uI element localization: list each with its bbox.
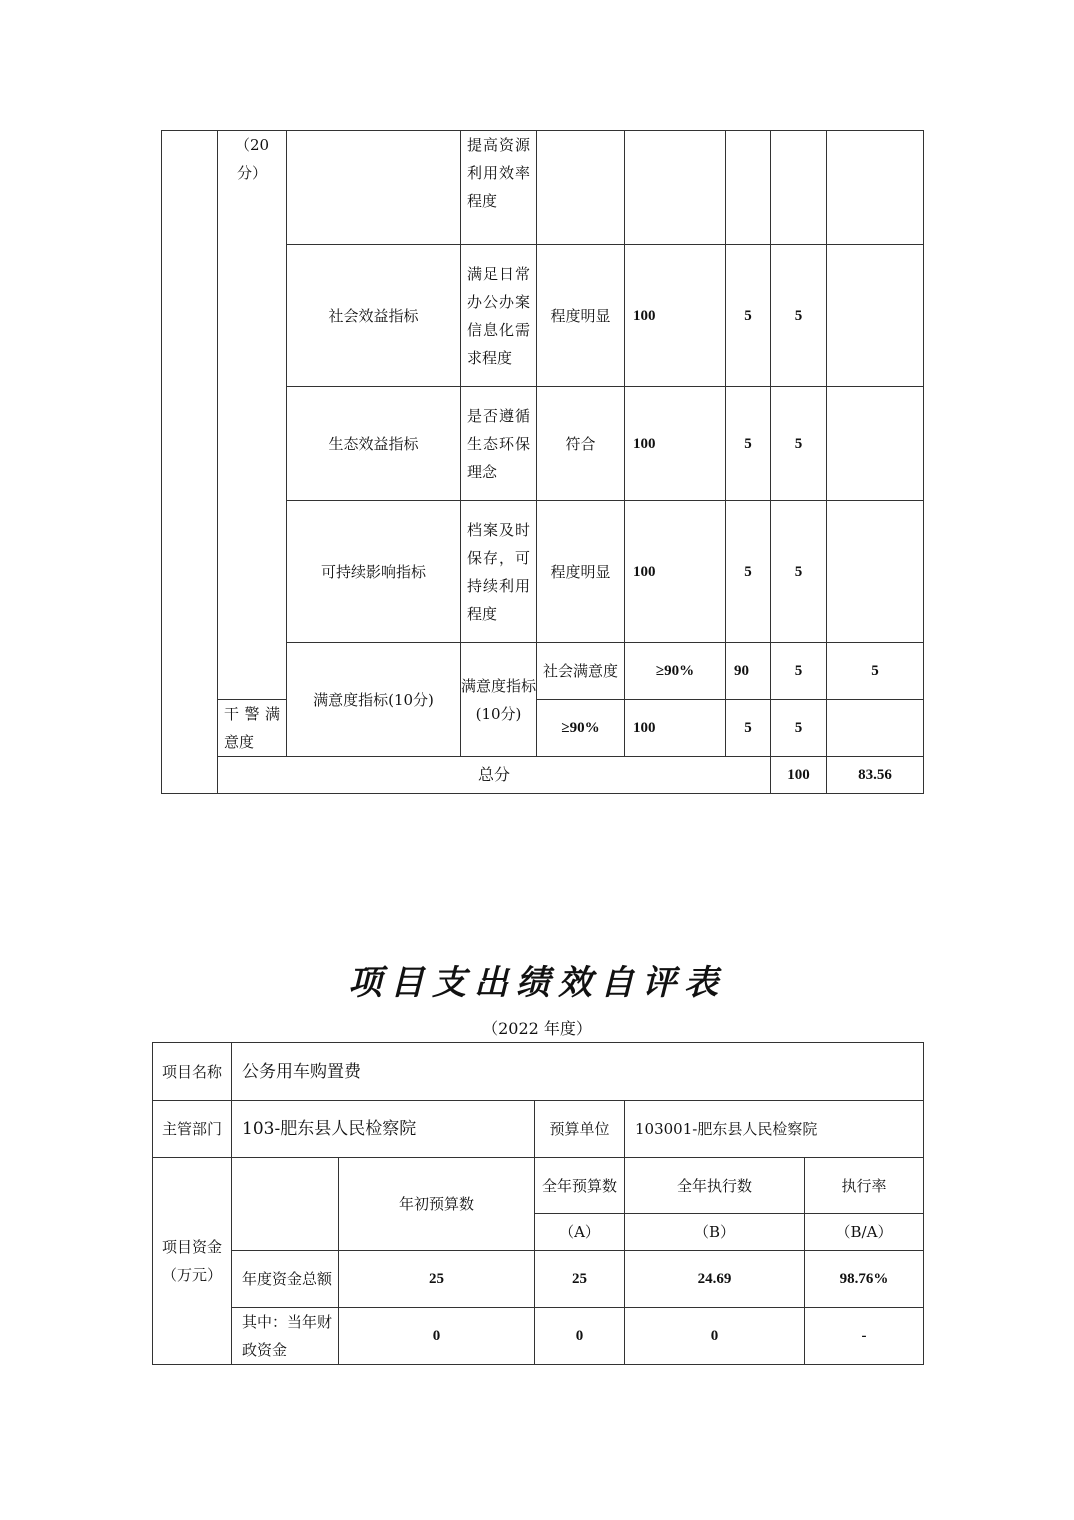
weight-cell: 5 bbox=[726, 245, 771, 387]
row-label: 年度资金总额 bbox=[232, 1251, 339, 1308]
project-name-value: 公务用车购置费 bbox=[232, 1043, 924, 1101]
weight-cell: 5 bbox=[726, 387, 771, 501]
item-cell: 是否遵循生态环保理念 bbox=[461, 387, 537, 501]
weight-cell bbox=[726, 131, 771, 245]
year-subtitle: （2022 年度） bbox=[482, 1019, 592, 1038]
score-cell: 5 bbox=[827, 643, 924, 700]
exec-rate-value: 98.76% bbox=[805, 1251, 924, 1308]
performance-table-continued bbox=[161, 130, 924, 794]
total-score-cell: 83.56 bbox=[827, 757, 924, 794]
note-cell bbox=[827, 387, 924, 501]
total-label-cell: 总分 bbox=[218, 757, 771, 794]
score-cell: 5 bbox=[771, 501, 827, 643]
annual-exec-value: 24.69 bbox=[625, 1251, 805, 1308]
indicator-cell bbox=[287, 131, 461, 245]
item-cell: 满足日常办公办案信息化需求程度 bbox=[461, 245, 537, 387]
satisfaction-category-cell: 满意度指标(10分) bbox=[287, 643, 461, 757]
indicator-cell: 社会效益指标 bbox=[287, 245, 461, 387]
item-cell: 社会满意度 bbox=[537, 643, 625, 700]
exec-rate-code: （B/A） bbox=[805, 1214, 924, 1251]
first-level-category-cell bbox=[162, 131, 218, 794]
exec-rate-value: - bbox=[805, 1308, 924, 1365]
actual-cell: 100 bbox=[625, 245, 726, 387]
note-cell bbox=[827, 700, 924, 757]
score-cell: 5 bbox=[771, 245, 827, 387]
target-cell: ≥90% bbox=[625, 643, 726, 700]
target-cell: 程度明显 bbox=[537, 245, 625, 387]
actual-cell: 90 bbox=[726, 643, 771, 700]
annual-budget-code: （A） bbox=[535, 1214, 625, 1251]
annual-budget-value: 0 bbox=[535, 1308, 625, 1365]
score-cell bbox=[771, 131, 827, 245]
budget-unit-value: 103001-肥东县人民检察院 bbox=[625, 1101, 924, 1158]
satisfaction-indicator-cell: 满意度指标(10分) bbox=[461, 643, 537, 757]
target-cell: ≥90% bbox=[537, 700, 625, 757]
target-cell bbox=[537, 131, 625, 245]
score-cell: 5 bbox=[771, 700, 827, 757]
note-cell bbox=[827, 131, 924, 245]
page-title: 项目支出绩效自评表 bbox=[348, 963, 726, 1003]
target-cell: 程度明显 bbox=[537, 501, 625, 643]
actual-cell bbox=[625, 131, 726, 245]
item-cell: 档案及时保存，可持续利用程度 bbox=[461, 501, 537, 643]
weight-cell: 5 bbox=[726, 501, 771, 643]
weight-cell: 5 bbox=[771, 643, 827, 700]
indicator-cell: 可持续影响指标 bbox=[287, 501, 461, 643]
budget-unit-label: 预算单位 bbox=[535, 1101, 625, 1158]
project-name-label: 项目名称 bbox=[153, 1043, 232, 1101]
score-cell: 5 bbox=[771, 387, 827, 501]
annual-exec-value: 0 bbox=[625, 1308, 805, 1365]
annual-budget-value: 25 bbox=[535, 1251, 625, 1308]
actual-cell: 100 bbox=[625, 501, 726, 643]
dept-label: 主管部门 bbox=[153, 1101, 232, 1158]
fund-label: 项目资金（万元） bbox=[153, 1158, 232, 1365]
weight-cell: 5 bbox=[726, 700, 771, 757]
item-cell: 提高资源利用效率程度 bbox=[461, 131, 537, 245]
initial-budget-value: 0 bbox=[339, 1308, 535, 1365]
exec-rate-header: 执行率 bbox=[805, 1158, 924, 1214]
self-evaluation-table bbox=[152, 1042, 924, 1365]
item-cell: 干警满意度 bbox=[218, 700, 287, 757]
annual-exec-code: （B） bbox=[625, 1214, 805, 1251]
initial-budget-value: 25 bbox=[339, 1251, 535, 1308]
actual-cell: 100 bbox=[625, 700, 726, 757]
row-label: 其中：当年财政资金 bbox=[232, 1308, 339, 1365]
total-weight-cell: 100 bbox=[771, 757, 827, 794]
target-cell: 符合 bbox=[537, 387, 625, 501]
dept-value: 103-肥东县人民检察院 bbox=[232, 1101, 535, 1158]
annual-budget-header: 全年预算数 bbox=[535, 1158, 625, 1214]
note-cell bbox=[827, 501, 924, 643]
fund-header-blank bbox=[232, 1158, 339, 1251]
actual-cell: 100 bbox=[625, 387, 726, 501]
second-level-score-cell: （20 分） bbox=[218, 131, 287, 700]
indicator-cell: 生态效益指标 bbox=[287, 387, 461, 501]
initial-budget-header: 年初预算数 bbox=[339, 1158, 535, 1251]
annual-exec-header: 全年执行数 bbox=[625, 1158, 805, 1214]
note-cell bbox=[827, 245, 924, 387]
